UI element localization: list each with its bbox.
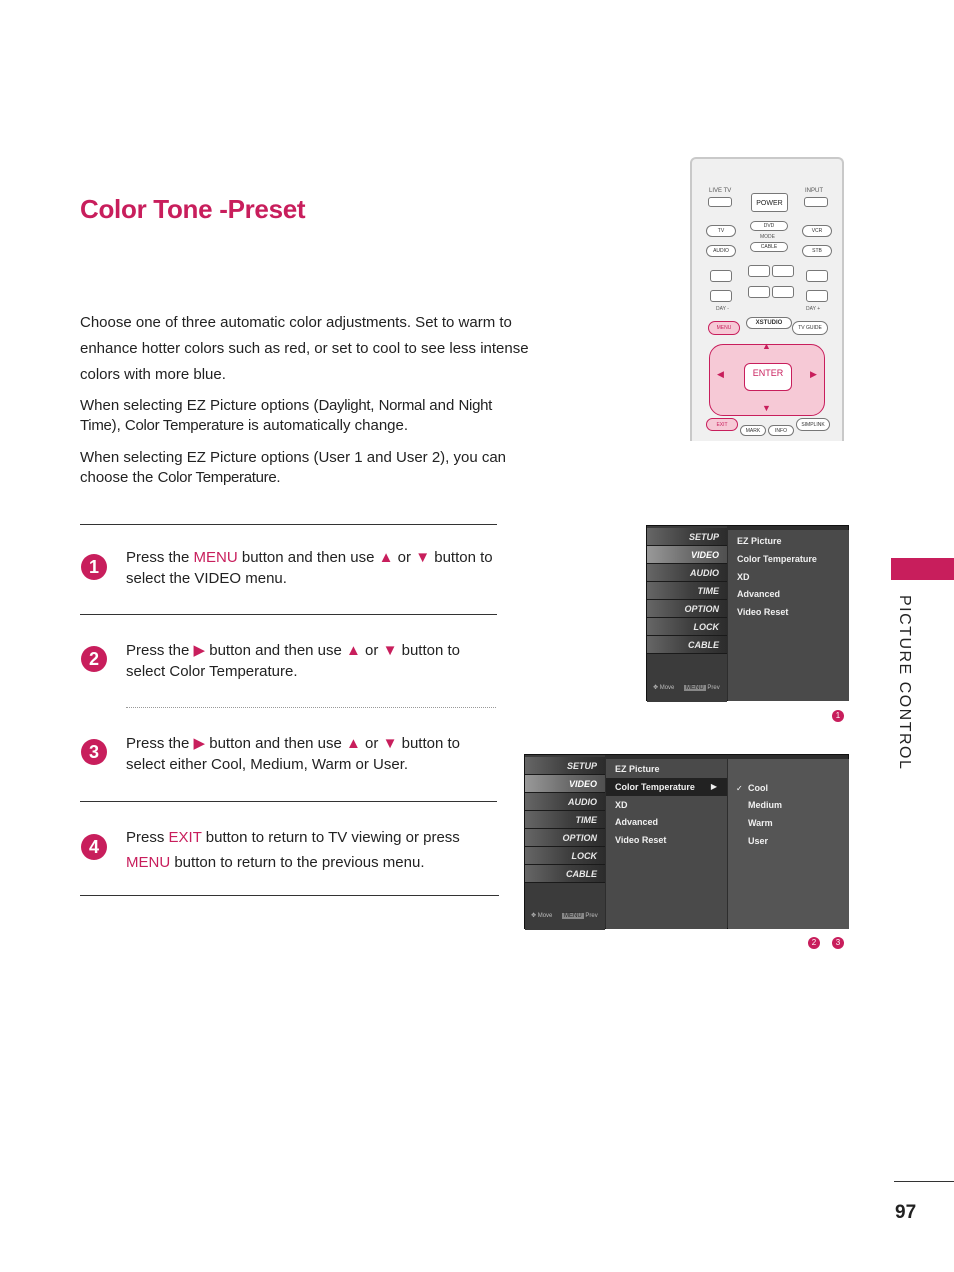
menu-footer: ✥ Move MENU Prev bbox=[653, 685, 720, 691]
rewind-button bbox=[748, 286, 770, 298]
figure-badge: 3 bbox=[832, 937, 844, 949]
tv-guide-button: TV GUIDE bbox=[792, 321, 828, 335]
submenu-user: User bbox=[748, 836, 769, 846]
mark-button: MARK bbox=[740, 425, 766, 436]
option-ez-picture: EZ Picture bbox=[737, 536, 782, 546]
figure-badge: 2 bbox=[808, 937, 820, 949]
video-options-panel bbox=[606, 759, 727, 929]
page-title: Color Tone -Preset bbox=[80, 194, 306, 224]
video-options-panel bbox=[728, 530, 849, 701]
play-button bbox=[748, 265, 770, 277]
figure-badge: 1 bbox=[832, 710, 844, 722]
menu-item-setup: SETUP bbox=[525, 757, 605, 775]
menu-item-setup: SETUP bbox=[647, 528, 727, 546]
simplink-button: SIMPLINK bbox=[796, 418, 830, 431]
step-number-1: 1 bbox=[81, 554, 107, 580]
nav-down-icon: ▼ bbox=[762, 403, 771, 413]
submenu-warm: Warm bbox=[748, 818, 773, 828]
divider bbox=[80, 524, 497, 525]
menu-item-video: VIDEO bbox=[525, 775, 605, 793]
input-button bbox=[804, 197, 828, 207]
option-video-reset: Video Reset bbox=[615, 835, 667, 845]
step-3-text: Press the ▶ button and then use ▲ or ▼ button to select either Cool, Medium, Warm or User. bbox=[126, 735, 460, 773]
intro-paragraph: Choose one of three automatic color adjustments. Set to warm to enhance hotter colors such as red, or set to cool to see less intense colors with more blue. bbox=[80, 314, 529, 383]
option-xd: XD bbox=[615, 800, 628, 810]
section-label: PICTURE CONTROL bbox=[896, 595, 913, 771]
power-button: POWER bbox=[751, 193, 788, 212]
video-menu-screen bbox=[646, 525, 849, 701]
live-tv-button bbox=[708, 197, 732, 207]
menu-item-cable: CABLE bbox=[647, 636, 727, 654]
ez-picture-paragraph: When selecting EZ Picture options (Daylight, Normal and Night Time), Color Temperature is automatically change. bbox=[80, 397, 493, 434]
down-arrow-icon: ▼ bbox=[382, 642, 398, 659]
option-xd: XD bbox=[737, 572, 750, 582]
remote-control-illustration bbox=[690, 157, 844, 441]
menu-item-option: OPTION bbox=[647, 600, 727, 618]
skip-back-button bbox=[710, 290, 732, 302]
option-video-reset: Video Reset bbox=[737, 607, 789, 617]
tv-mode-button: TV bbox=[706, 225, 736, 237]
fast-forward-button bbox=[772, 286, 794, 298]
option-advanced: Advanced bbox=[737, 589, 781, 599]
stop-button bbox=[710, 270, 732, 282]
step-2-text: Press the ▶ button and then use ▲ or ▼ button to select Color Temperature. bbox=[126, 642, 460, 680]
cable-mode-button: CABLE bbox=[750, 242, 788, 252]
dvd-mode-button: DVD bbox=[750, 221, 788, 231]
menu-sidebar bbox=[647, 526, 727, 702]
pause-button bbox=[772, 265, 794, 277]
divider-dotted bbox=[126, 707, 496, 708]
page-number: 97 bbox=[895, 1202, 917, 1223]
step-number-4: 4 bbox=[81, 834, 107, 860]
check-icon: ✓ bbox=[736, 784, 743, 793]
menu-item-lock: LOCK bbox=[647, 618, 727, 636]
step-1-text: Press the MENU button and then use ▲ or ▼ button to select the VIDEO menu. bbox=[126, 549, 493, 587]
menu-footer: ✥ Move MENU Prev bbox=[531, 913, 598, 919]
option-color-temperature: Color Temperature bbox=[737, 554, 817, 564]
audio-mode-button: AUDIO bbox=[706, 245, 736, 257]
divider bbox=[80, 614, 497, 615]
nav-right-icon: ▶ bbox=[810, 369, 817, 379]
color-temperature-submenu bbox=[728, 759, 849, 929]
remote-label-input: INPUT bbox=[805, 188, 823, 194]
step-4-text: Press EXIT button to return to TV viewing or press MENU button to return to the previous menu. bbox=[126, 829, 460, 871]
enter-button: ENTER bbox=[744, 363, 792, 391]
nav-up-icon: ▲ bbox=[762, 341, 771, 351]
menu-item-audio: AUDIO bbox=[525, 793, 605, 811]
up-arrow-icon: ▲ bbox=[346, 642, 361, 659]
remote-label-live-tv: LIVE TV bbox=[709, 188, 732, 194]
menu-item-time: TIME bbox=[647, 582, 727, 600]
menu-item-video: VIDEO bbox=[647, 546, 727, 564]
step-number-3: 3 bbox=[81, 739, 107, 765]
xstudio-button: XSTUDIO bbox=[746, 317, 792, 329]
menu-item-audio: AUDIO bbox=[647, 564, 727, 582]
mode-label: MODE bbox=[760, 234, 775, 240]
right-arrow-icon: ▶ bbox=[193, 735, 206, 752]
move-icon: ✥ bbox=[653, 685, 659, 691]
up-arrow-icon: ▲ bbox=[346, 735, 361, 752]
up-arrow-icon: ▲ bbox=[378, 549, 394, 566]
menu-button: MENU bbox=[708, 321, 740, 335]
day-minus-label: DAY - bbox=[716, 306, 729, 312]
record-button bbox=[806, 270, 828, 282]
menu-item-time: TIME bbox=[525, 811, 605, 829]
skip-forward-button bbox=[806, 290, 828, 302]
divider bbox=[80, 801, 497, 802]
stb-mode-button: STB bbox=[802, 245, 832, 257]
option-ez-picture: EZ Picture bbox=[615, 764, 660, 774]
submenu-cool: Cool bbox=[748, 783, 768, 793]
submenu-medium: Medium bbox=[748, 800, 783, 810]
vcr-mode-button: VCR bbox=[802, 225, 832, 237]
menu-item-lock: LOCK bbox=[525, 847, 605, 865]
step-number-2: 2 bbox=[81, 646, 107, 672]
day-plus-label: DAY + bbox=[806, 306, 821, 312]
option-color-temperature: Color Temperature ▶ bbox=[606, 778, 727, 796]
divider bbox=[80, 895, 499, 896]
move-icon: ✥ bbox=[531, 913, 537, 919]
exit-button: EXIT bbox=[706, 418, 738, 431]
right-arrow-icon: ▶ bbox=[193, 642, 206, 659]
info-button: INFO bbox=[768, 425, 794, 436]
nav-left-icon: ◀ bbox=[717, 369, 724, 379]
menu-item-option: OPTION bbox=[525, 829, 605, 847]
menu-item-cable: CABLE bbox=[525, 865, 605, 883]
page-number-rule bbox=[894, 1181, 954, 1182]
down-arrow-icon: ▼ bbox=[382, 735, 398, 752]
option-advanced: Advanced bbox=[615, 817, 659, 827]
user-paragraph: When selecting EZ Picture options (User 1 and User 2), you can choose the Color Temperature. bbox=[80, 449, 507, 486]
section-tab bbox=[891, 558, 954, 580]
submenu-arrow-icon: ▶ bbox=[710, 782, 717, 791]
color-temperature-menu-screen bbox=[524, 754, 849, 929]
menu-sidebar bbox=[525, 755, 605, 930]
down-arrow-icon: ▼ bbox=[415, 549, 431, 566]
